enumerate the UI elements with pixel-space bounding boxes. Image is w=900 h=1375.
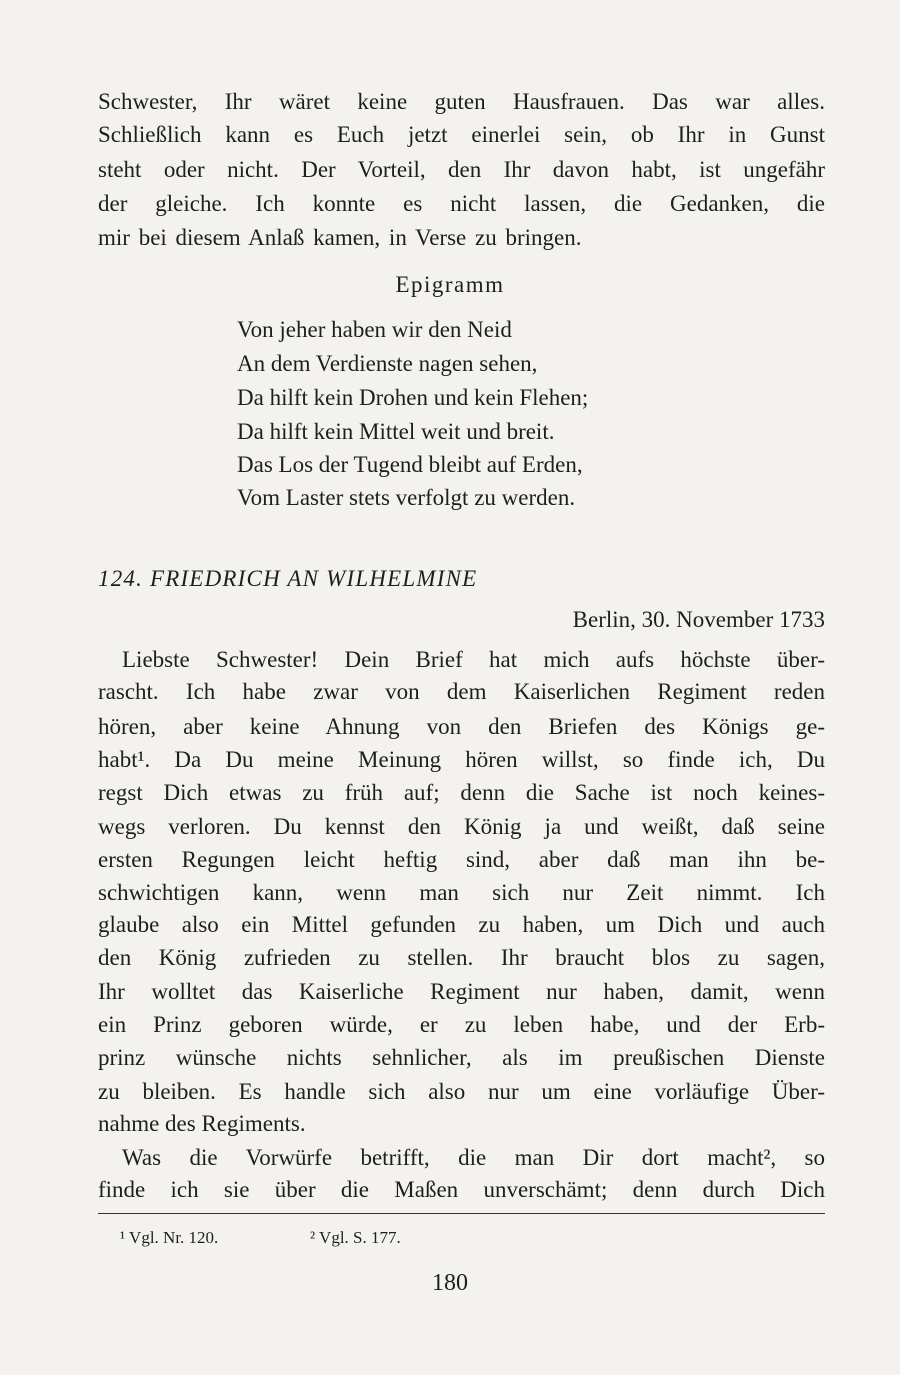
text-line: Was die Vorwürfe betrifft, die man Dir dort macht², so (122, 1145, 825, 1170)
text-line: hören, aber keine Ahnung von den Briefen des Königs ge- (98, 714, 825, 739)
text-line: Schließlich kann es Euch jetzt einerlei sein, ob Ihr in Gunst (98, 122, 825, 147)
footnote-2: ² Vgl. S. 177. (310, 1228, 401, 1247)
text-line: zu bleiben. Es handle sich also nur um eine vorläufige Über- (98, 1079, 825, 1104)
text-line: regst Dich etwas zu früh auf; denn die Sache ist noch keines- (98, 780, 825, 805)
text-line: den König zufrieden zu stellen. Ihr braucht blos zu sagen, (98, 945, 825, 970)
text-line: steht oder nicht. Der Vorteil, den Ihr davon habt, ist ungefähr (98, 157, 825, 182)
text-line: rascht. Ich habe zwar von dem Kaiserlichen Regiment reden (98, 679, 825, 704)
footnote-rule (98, 1213, 825, 1214)
poem-line: Da hilft kein Drohen und kein Flehen; (237, 385, 589, 410)
text-line: prinz wünsche nichts sehnlicher, als im preußischen Dienste (98, 1045, 825, 1070)
text-line: finde ich sie über die Maßen unverschämt; denn durch Dich (98, 1177, 825, 1202)
text-line: nahme des Regiments. (98, 1111, 306, 1136)
poem-line: Da hilft kein Mittel weit und breit. (237, 419, 555, 444)
footnote-1: ¹ Vgl. Nr. 120. (120, 1228, 219, 1247)
poem-title: Epigramm (395, 272, 505, 297)
text-line: wegs verloren. Du kennst den König ja und weißt, daß seine (98, 814, 825, 839)
text-line: habt¹. Da Du meine Meinung hören willst, so finde ich, Du (98, 747, 825, 772)
page-number: 180 (432, 1270, 468, 1296)
text-line: glaube also ein Mittel gefunden zu haben, um Dich und auch (98, 912, 825, 937)
text-line: Ihr wolltet das Kaiserliche Regiment nur haben, damit, wenn (98, 979, 825, 1004)
poem-line: Von jeher haben wir den Neid (237, 317, 512, 342)
text-line: ein Prinz geboren würde, er zu leben habe, und der Erb- (98, 1012, 825, 1037)
text-line: ersten Regungen leicht heftig sind, aber daß man ihn be- (98, 847, 825, 872)
dateline: Berlin, 30. November 1733 (572, 607, 825, 632)
poem-line: Vom Laster stets verfolgt zu werden. (237, 485, 576, 510)
text-line: Schwester, Ihr wäret keine guten Hausfrauen. Das war alles. (98, 89, 825, 114)
letter-heading: 124. FRIEDRICH AN WILHELMINE (98, 566, 478, 591)
text-line: schwichtigen kann, wenn man sich nur Zeit nimmt. Ich (98, 880, 825, 905)
text-line: mir bei diesem Anlaß kamen, in Verse zu bringen. (98, 225, 582, 250)
poem-line: Das Los der Tugend bleibt auf Erden, (237, 452, 583, 477)
text-line: der gleiche. Ich konnte es nicht lassen, die Gedanken, die (98, 191, 825, 216)
poem-line: An dem Verdienste nagen sehen, (237, 351, 538, 376)
text-line: Liebste Schwester! Dein Brief hat mich aufs höchste über- (122, 647, 825, 672)
